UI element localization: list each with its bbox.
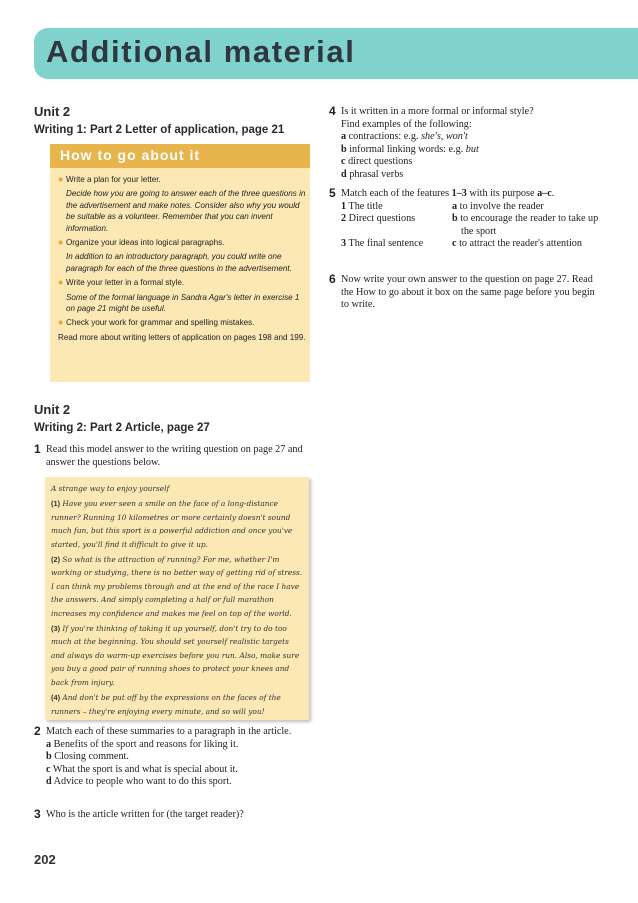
option-item: b Closing comment.	[46, 751, 129, 763]
how-to-box-body	[58, 174, 306, 343]
box-footer: Read more about writing letters of application on pages 198 and 199.	[58, 332, 306, 342]
paragraph-number: (2)	[51, 555, 61, 565]
tip-text: Write your letter in a formal style.	[66, 278, 185, 288]
bullet-icon: ●	[58, 237, 64, 248]
question-1	[34, 444, 312, 469]
option-item: c What the sport is and what is special about it.	[46, 763, 238, 775]
match-row: 2 Direct questions b to encourage the reader to take up the sport	[341, 213, 599, 237]
tip-text: Check your work for grammar and spelling mistakes.	[66, 318, 255, 328]
question-text: Now write your own answer to the question on page 27. Read the How to go about it box on the same page before you begin to write.	[341, 274, 595, 311]
question-text: Read this model answer to the writing question on page 27 and answer the questions below.	[46, 444, 303, 468]
option-item: d Advice to people who want to do this sport.	[46, 776, 232, 788]
tip-text: Write a plan for your letter.	[66, 175, 161, 184]
tip-subtext: Some of the formal language in Sandra Agar's letter in exercise 1 on page 21 might be useful.	[66, 292, 300, 314]
question-number: 4	[329, 104, 336, 118]
option-item: a contractions: e.g. she's, won't	[341, 131, 468, 143]
how-to-box	[50, 144, 310, 382]
paragraph-text: So what is the attraction of running? For me, whether I'm working or studying, there is no better way of getting rid of stress. I can think my problems through and at the end of the race I have the answers. And simply completing a half or full marathon increases my confidence and makes me feel on top of the world.	[51, 555, 303, 618]
paragraph-text: If you're thinking of taking it up yourself, don't try to do too much at the beginning. You should set yourself realistic targets and always do warm-up exercises before you run. Also, make sure you buy a good pair of running shoes to protect your knees and back from injury.	[51, 624, 300, 687]
option-item: c direct questions	[341, 156, 413, 168]
question-number: 3	[34, 807, 41, 821]
question-number: 5	[329, 186, 336, 200]
question-6	[329, 274, 595, 312]
tip-subtext: In addition to an introductory paragraph, you could write one paragraph for each of the three questions in the advertisement.	[66, 252, 292, 273]
question-number: 2	[34, 724, 41, 738]
article-paragraph	[51, 691, 305, 718]
model-article	[45, 477, 309, 720]
paragraph-number: (4)	[51, 693, 61, 703]
question-4	[329, 106, 599, 182]
paragraph-text: Have you ever seen a smile on the face of a long-distance runner? Running 10 kilometres or more certainly doesn't sound much fun, but this sport is a powerful addiction and once you've started, you'll find it difficult to give it up.	[51, 499, 293, 549]
question-number: 1	[34, 442, 41, 456]
article-paragraph	[51, 622, 305, 689]
bullet-icon: ●	[58, 317, 64, 328]
tip-item	[58, 277, 306, 314]
tip-item	[58, 237, 306, 274]
article-paragraph	[51, 497, 305, 551]
match-row: 3 The final sentence c to attract the reader's attention	[341, 238, 582, 250]
option-item: d phrasal verbs	[341, 168, 404, 180]
header-banner	[34, 28, 638, 79]
page-number: 202	[34, 852, 56, 867]
tip-subtext: Decide how you are going to answer each of the three questions in the advertisement and make notes. Consider also why you would be suitable as a volunteer. Remember that you can invent information.	[66, 189, 306, 233]
paragraph-text: And don't be put off by the expressions on the faces of the runners – they're enjoying every minute, and so will you!	[51, 693, 281, 716]
match-row: 1 The title a to involve the reader	[341, 200, 544, 212]
question-text: Who is the article written for (the target reader)?	[46, 809, 244, 820]
question-text: Match each of these summaries to a paragraph in the article.	[46, 726, 292, 737]
question-5	[329, 188, 601, 264]
question-number: 6	[329, 272, 336, 286]
tip-text: Organize your ideas into logical paragraphs.	[66, 238, 225, 248]
page-title: Additional material	[46, 34, 356, 69]
match-table	[341, 201, 601, 264]
bullet-icon: ●	[58, 174, 64, 184]
unit-heading-1: Unit 2	[34, 104, 71, 119]
tip-item	[58, 317, 306, 328]
tip-item	[58, 174, 306, 234]
article-paragraph	[51, 553, 305, 620]
question-2	[34, 726, 304, 789]
question-3	[34, 809, 312, 822]
option-item: a Benefits of the sport and reasons for liking it.	[46, 738, 239, 750]
option-item: b informal linking words: e.g. but	[341, 143, 479, 155]
question-text: Is it written in a more formal or informal style?	[341, 106, 534, 117]
how-to-box-header	[50, 144, 310, 168]
section-heading-2: Writing 2: Part 2 Article, page 27	[34, 422, 210, 434]
how-to-box-title: How to go about it	[60, 147, 201, 163]
section-heading-1: Writing 1: Part 2 Letter of application, page 21	[34, 124, 285, 136]
question-text: Match each of the features 1–3 with its purpose a–c.	[341, 188, 555, 199]
paragraph-number: (1)	[51, 499, 61, 509]
article-title: A strange way to enjoy yourself	[51, 484, 170, 493]
article-content	[51, 482, 305, 720]
question-text-2: Find examples of the following:	[341, 118, 472, 130]
bullet-icon: ●	[58, 277, 64, 288]
unit-heading-2: Unit 2	[34, 402, 71, 417]
paragraph-number: (3)	[51, 624, 61, 634]
